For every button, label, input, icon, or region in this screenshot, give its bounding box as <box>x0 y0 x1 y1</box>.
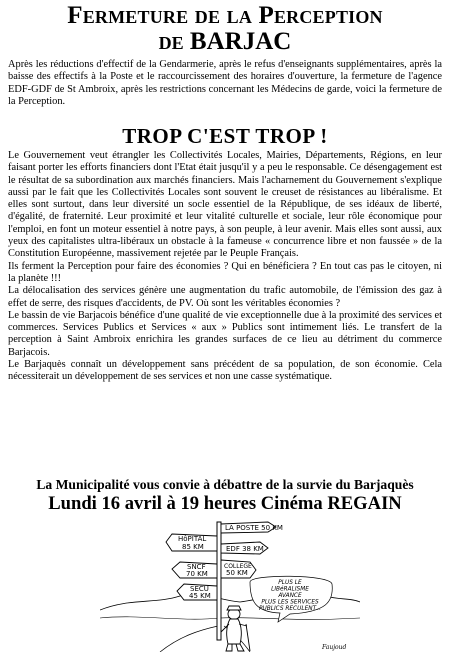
paragraph-government: Le Gouvernement veut étrangler les Collectivités Locales, Mairies, Départements, Régions, en leur faisant porter les efforts financiers dont l'Etat était jusqu'il y a peu le responsable. Ce désengagement est le résultat de sa subordination aux marchés financiers. Mais l'acharnement du Gouvernement s'explique aussi par le fait que les Collectivités Locales sont souvent le creuset de résistances au libéralisme. Et elles sont surtout, dans leur diversité un socle essentiel de la République, de ses idéaux de liberté, d'égalité, de fraternité. Leur proximité et leur vitalité culturelle et sociale, leur rôle économique pour l'emploi, en font un moteur essentiel à notre pays, à son peuple, à leur avenir. Mais elles sont aussi, aux yeux des capitalistes ultra-libéraux un obstacle à la fameuse « concurrence libre et non faussée » de la Constitution Européenne, massivement rejetée par le Peuple Français. <box>8 150 442 260</box>
signpost-pole <box>217 522 221 640</box>
sign-secu-name: SECU <box>190 585 209 593</box>
sign-secu <box>177 584 217 600</box>
sign-poste <box>221 522 283 533</box>
sign-college <box>221 560 256 578</box>
sign-college-distance: 50 KM <box>226 569 248 577</box>
speech-line-2: LIBéRALISME <box>271 586 309 593</box>
invitation-line: La Municipalité vous convie à débattre de la survie du Barjaquès <box>36 477 414 492</box>
paragraph-development: Le Barjaquès connaît un développement sans précédent de sa population, de son économie. Cela nécessiterait un développement de ses services et non une casse systématique. <box>8 359 442 383</box>
headline-line-2: de BARJAC <box>158 28 292 55</box>
sign-edf-text: EDF 38 KM <box>226 545 264 553</box>
sign-sncf <box>172 562 217 578</box>
sign-poste-text: LA POSTE 50 KM <box>225 524 283 532</box>
sign-hopital-name: HôPITAL <box>178 535 207 543</box>
event-line: Lundi 16 avril à 19 heures Cinéma REGAIN <box>48 493 402 514</box>
speech-bubble <box>250 576 332 622</box>
speech-line-1: PLUS LE <box>278 580 302 586</box>
cartoon-signature: Faujoud <box>322 644 347 651</box>
paragraph-quality-of-life: Le bassin de vie Barjacois bénéfice d'une qualité de vie exceptionnelle due à la proximité des services et commerces. Services Publics et Services « aux » Publics sont intimement liés. Le transfert de la perception à Saint Ambroix enrichira les grandes surfaces de ce lieu au détriment du commerce Barjacois. <box>8 309 442 358</box>
slogan: TROP C'EST TROP ! <box>122 124 328 148</box>
speech-line-5: PUBLICS RECULENT... <box>259 606 321 612</box>
sign-sncf-name: SNCF <box>187 563 206 571</box>
old-man-figure <box>221 606 250 651</box>
intro-text: Après les réductions d'effectif de la Gendarmerie, après le refus d'enseignants supplémentaires, après la baisse des effectifs à la Poste et le raccourcissement des horaires d'ouverture, la fermeture de l'agence EDF-GDF de St Ambroix, après les restrictions concernant les Médecins de garde, voici la fermeture de la Perception. <box>8 59 442 107</box>
sign-edf <box>221 542 268 554</box>
sign-hopital <box>166 534 217 551</box>
main-text <box>8 150 442 384</box>
speech-line-3: AVANCE <box>278 593 302 599</box>
sign-college-name: COLLEGE <box>224 563 252 570</box>
headline-line-1: Fermeture de la Perception <box>67 2 383 29</box>
paragraph-savings: Ils ferment la Perception pour faire des économies ? Qui en bénéficiera ? En tout cas pas le citoyen, ni la planète !!! <box>8 260 442 284</box>
cartoon-illustration <box>100 518 360 652</box>
sign-secu-distance: 45 KM <box>189 592 211 600</box>
paragraph-relocation: La délocalisation des services génère une augmentation du trafic automobile, de l'émission des gaz à effet de serre, des risques d'accidents, de PV. Où sont les véritables économies ? <box>8 285 442 309</box>
sign-hopital-distance: 85 KM <box>182 543 204 551</box>
sign-sncf-distance: 70 KM <box>186 570 208 578</box>
intro-paragraph <box>8 59 442 108</box>
speech-line-4: PLUS LES SERVICES <box>261 599 319 606</box>
